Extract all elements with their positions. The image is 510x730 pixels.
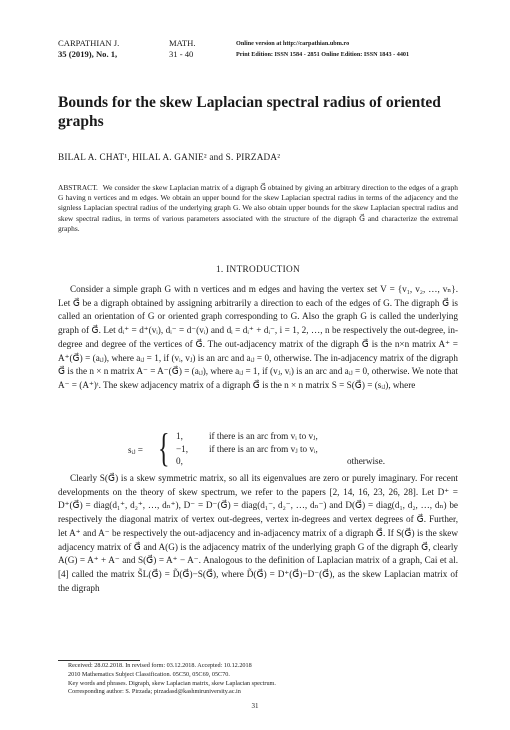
intro-paragraph-1 bbox=[58, 283, 458, 393]
footnotes bbox=[58, 662, 458, 697]
abstract bbox=[58, 183, 458, 234]
journal-subject: MATH. bbox=[169, 38, 196, 48]
paragraph-text: Clearly S(G⃗) is a skew symmetric matrix, so all its eigenvalues are zero or purely imaginary. For recent developments on the theory of skew spectrum, we refer to the papers [2, 14, 16, 23, 26, 28]. Let D⁺ = D⁺(G⃗) = diag(d₁⁺, d₂⁺, …, dₙ⁺), D⁻ = D⁻(G⃗) = diag(d₁⁻, d₂⁻, …, dₙ⁻) and D(G⃗) = diag(d₁, d₂, …, dₙ) be respectively the diagonal matrix of vertex out-degrees, vertex in-degrees and vertex degrees of G⃗. Further, let A⁺ and A⁻ be respectively the out-adjacency and in-adjacency matrix of a digraph G⃗. If S(G⃗) is the skew adjacency matrix of G⃗ and A(G) is the adjacency matrix of the underlying graph G of the digraph G⃗, clearly A(G) = A⁺ + A⁻ and S(G⃗) = A⁺ − A⁻. Analogous to the definition of Laplacian matrix of a graph, Cai et al. [4] called the matrix S̃L(G⃗) = D̃(G⃗)−S(G⃗), where D̃(G⃗) = D⁺(G⃗)−D⁻(G⃗), as the skew Laplacian matrix of the digraph bbox=[58, 473, 458, 593]
footnote-msc: 2010 Mathematics Subject Classification. 05C50, 05C69, 05C70. bbox=[68, 670, 230, 678]
journal-pages: 31 - 40 bbox=[169, 49, 194, 59]
case-value: −1, bbox=[176, 443, 189, 454]
journal-online-info bbox=[236, 38, 466, 60]
abstract-label: ABSTRACT. bbox=[58, 183, 98, 192]
author-list: BILAL A. CHAT¹, HILAL A. GANIE² and S. PIRZADA² bbox=[58, 152, 281, 162]
case-condition: otherwise. bbox=[346, 456, 385, 466]
section-heading: 1. INTRODUCTION bbox=[215, 265, 301, 275]
case-condition: if there is an arc from vᵢ to vⱼ, bbox=[209, 431, 318, 441]
paragraph-text: Consider a simple graph G with n vertices and m edges and having the vertex set V = {v₁, v₂, …, vₙ}. Let G⃗ be a digraph obtained by assigning arbitrarily a direction to each of the edges of G. The digraph G⃗ is called an orientation of G or oriented graph corresponding to G. Also the graph G is called the underlying graph of G⃗. Let dᵢ⁺ = d⁺(vᵢ), dᵢ⁻ = d⁻(vᵢ) and dᵢ = dᵢ⁺ + dᵢ⁻, i = 1, 2, …, n be respectively the out-degree, in-degree and degree of the vertices of G⃗. The out-adjacency matrix of the digraph G⃗ is the n×n matrix A⁺ = A⁺(G⃗) = (aᵢⱼ), where aᵢⱼ = 1, if (vᵢ, vⱼ) is an arc and aᵢⱼ = 0, otherwise. The in-adjacency matrix of the digraph G⃗ is the n × n matrix A⁻ = A⁻(G⃗) = (aᵢⱼ), where aᵢⱼ = 1, if (vⱼ, vᵢ) is an arc and aᵢⱼ = 0, otherwise. We note that A⁻ = (A⁺)ᵗ. The skew adjacency matrix of a digraph G⃗ is the n × n matrix S = S(G⃗) = (sᵢⱼ), where bbox=[58, 284, 458, 390]
equation-brace: { bbox=[158, 425, 170, 470]
page-number: 31 bbox=[251, 702, 259, 710]
case-value: 1, bbox=[176, 431, 183, 441]
journal-subject-pages bbox=[169, 38, 229, 60]
abstract-text: We consider the skew Laplacian matrix of a digraph G⃗ obtained by giving an arbitrary direction to the edges of a graph G having n vertices and m edges. We obtain an upper bound for the skew Laplacian spectral radius in terms of the adjacency and the signless Laplacian spectral radius of the underlying graph G. We also obtain upper bounds for the skew Laplacian spectral radius and skew spectral radius, in terms of various parameters associated with the structure of the digraph G⃗ and characterize the extremal graphs. bbox=[58, 183, 459, 233]
footnote-received: Received: 28.02.2018. In revised form: 03.12.2018. Accepted: 10.12.2018 bbox=[68, 662, 252, 669]
case-value: 0, bbox=[176, 456, 183, 466]
journal-info bbox=[58, 38, 168, 60]
case-condition: if there is an arc from vⱼ to vᵢ, bbox=[209, 443, 318, 454]
journal-issue: 35 (2019), No. 1, bbox=[58, 49, 118, 59]
paper-title: Bounds for the skew Laplacian spectral radius of oriented graphs bbox=[58, 94, 441, 130]
footnote-rule bbox=[58, 660, 140, 661]
journal-name: CARPATHIAN J. bbox=[58, 38, 120, 48]
intro-paragraph-2 bbox=[58, 472, 458, 595]
equation-lhs: sᵢⱼ = bbox=[128, 445, 143, 455]
footnote-corresponding: Corresponding author: S. Pirzada; pirzadasd@kashmiruniversity.ac.in bbox=[68, 688, 241, 696]
issn-info: Print Edition: ISSN 1584 - 2851 Online Edition: ISSN 1843 - 4401 bbox=[236, 51, 410, 58]
online-version: Online version at http://carpathian.ubm.ro bbox=[236, 40, 350, 47]
footnote-keywords: Key words and phrases. Digraph, skew Laplacian matrix, skew Laplacian spectrum. bbox=[68, 679, 276, 687]
